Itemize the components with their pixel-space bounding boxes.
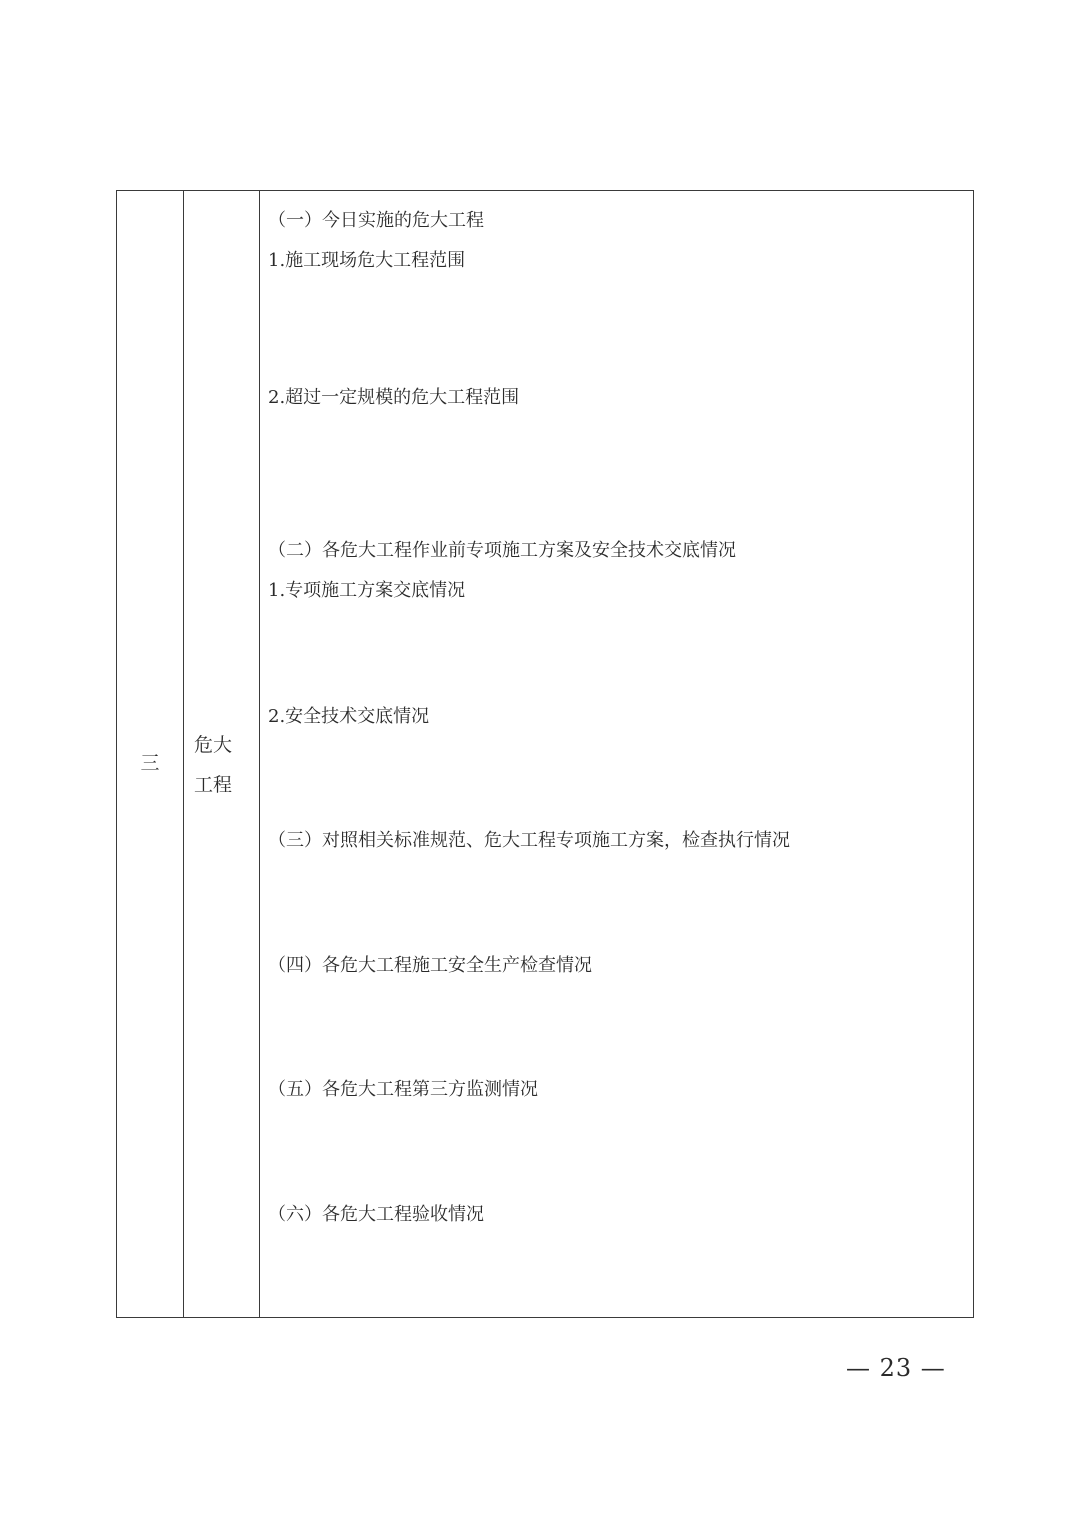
category-cell [184, 191, 260, 1317]
section-2-title: （二）各危大工程作业前专项施工方案及安全技术交底情况 [268, 540, 736, 561]
row-number-cell [117, 191, 184, 1317]
section-4-title: （四）各危大工程施工安全生产检查情况 [268, 955, 592, 976]
category-label-line-2: 工程 [194, 774, 233, 796]
category-label [194, 725, 232, 805]
page-number: — 23 — [846, 1354, 946, 1382]
row-number: 三 [140, 752, 160, 774]
section-6-title: （六）各危大工程验收情况 [268, 1204, 484, 1225]
inspection-table [116, 190, 974, 1318]
content-cell [260, 191, 973, 1317]
section-1-item-2: 2.超过一定规模的危大工程范围 [268, 387, 520, 408]
section-1-title: （一）今日实施的危大工程 [268, 210, 484, 231]
section-5-title: （五）各危大工程第三方监测情况 [268, 1079, 538, 1100]
section-3-title: （三）对照相关标准规范、危大工程专项施工方案，检查执行情况 [268, 830, 790, 851]
category-label-line-1: 危大 [194, 734, 233, 756]
section-2-item-1: 1.专项施工方案交底情况 [268, 580, 466, 601]
section-2-item-2: 2.安全技术交底情况 [268, 706, 430, 727]
section-1-item-1: 1.施工现场危大工程范围 [268, 250, 466, 271]
